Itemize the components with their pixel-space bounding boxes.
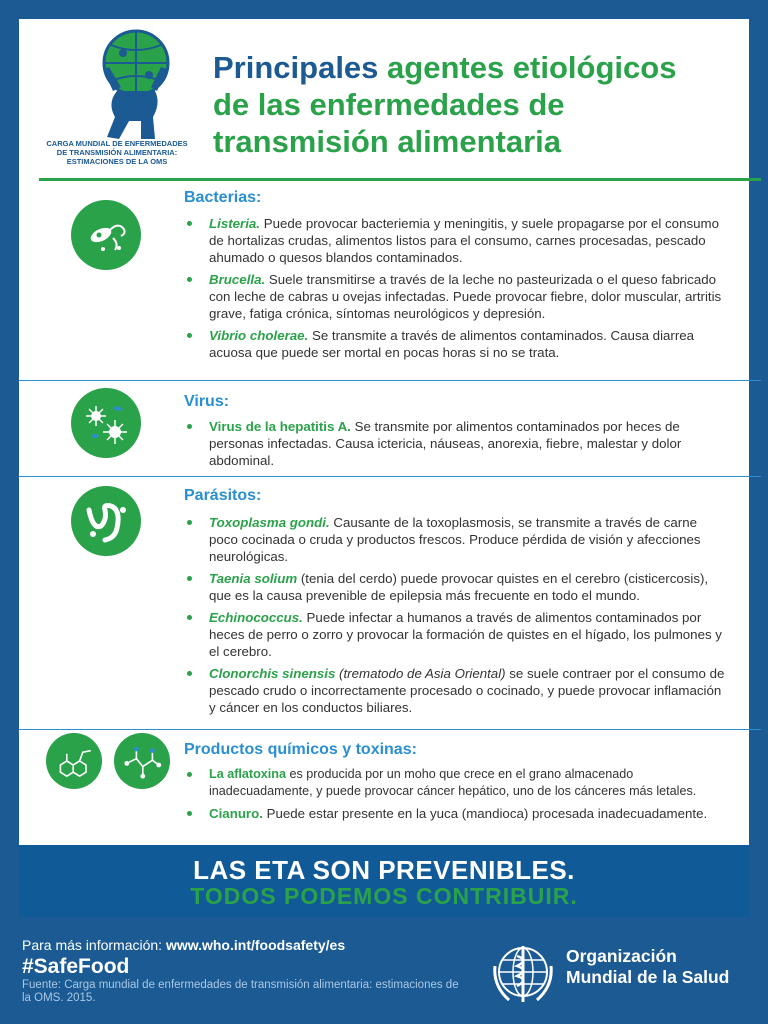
agent-note: (trematodo de Asia Oriental) [335,666,506,681]
agent-name: Echinococcus. [209,610,303,625]
banner-line-2: TODOS PODEMOS CONTRIBUIR. [190,883,578,909]
title-part-agentes: agentes etiológicos [378,50,677,85]
list-item [184,271,729,322]
list-item [184,418,729,469]
section-title-virus: Virus: [184,393,230,410]
logo-caption-line: CARGA MUNDIAL DE ENFERMEDADES [46,139,188,148]
agent-name: La aflatoxina [209,767,286,781]
agent-name: Virus de la hepatitis A. [209,419,351,434]
agent-description: Puede provocar bacteriemia y meningitis, y suele propagarse por el consumo de hortalizas crudas, alimentos listos para el consumo, carnes procesadas, pescado ahumado o quesos blandos contaminados. [209,216,719,265]
title-line-2: de las enfermedades de [213,87,565,122]
list-item [184,570,729,604]
chemical-structure-icon [114,733,170,789]
virus-list [184,418,729,474]
header-divider [39,178,761,181]
agent-description: Puede estar presente en la yuca (mandioca) procesada inadecuadamente. [262,806,708,821]
section-divider [19,729,761,730]
agent-name: Clonorchis sinensis [209,666,336,681]
hashtag: #SafeFood [22,955,130,978]
list-item [184,327,729,361]
bacteria-icon [71,200,141,270]
org-name-line-1: Organización [566,946,677,966]
header [19,19,749,179]
source-note: Fuente: Carga mundial de enfermedades de transmisión alimentaria: estimaciones de la OMS. 2015. [22,979,459,1004]
agent-description: Se transmite por alimentos contaminados por heces de personas infectadas. Causa ictericia, náuseas, anorexia, fiebre, malestar y dolor abdominal. [209,419,682,468]
section-divider [19,476,761,477]
agent-description: se suele contraer por el consumo de pescado crudo o incorrectamente procesado o cocinado, y puede provocar inflamación y cáncer en los conductos biliares. [209,666,725,715]
agent-name: Cianuro. [209,806,263,821]
logo-caption-line: DE TRANSMISIÓN ALIMENTARIA: [56,148,178,157]
title-part-principales: Principales [213,50,379,85]
quimicos-list [184,766,729,827]
list-item [184,609,729,660]
agent-description: es producida por un moho que crece en el grano almacenado inadecuadamente, y puede provocar cáncer hepático, uno de los cánceres más letales. [209,767,697,798]
section-title-quimicos: Productos químicos y toxinas: [184,741,417,758]
poster-card [19,19,749,845]
who-emblem-icon [487,938,559,1010]
logo-caption [27,139,207,166]
agent-name: Taenia solium [209,571,298,586]
virus-icon [71,388,141,458]
agent-name: Listeria. [209,216,260,231]
agent-description: Puede infectar a humanos a través de alimentos contaminados por heces de perro o zorro y provocar la formación de quistes en el hígado, los pulmones y el cerebro. [209,610,722,659]
section-divider [19,380,761,381]
bacterias-list [184,215,729,366]
list-item [184,805,729,822]
agent-description: Suele transmitirse a través de la leche no pasteurizada o el queso fabricado con leche de cabras u ovejas infectadas. Puede provocar fiebre, dolor muscular, artritis grave, fatiga crónica, síntomas neurológicos y depresión. [209,272,722,321]
list-item [184,665,729,716]
who-organization-name [566,946,729,988]
agent-description: Causante de la toxoplasmosis, se transmite a través de carne poco cocinada o cruda y productos frescos. Produce pérdida de visión y afecciones neurológicas. [209,515,701,564]
section-title-bacterias: Bacterias: [184,189,262,206]
banner-line-1: LAS ETA SON PREVENIBLES. [193,855,575,885]
list-item [184,514,729,565]
logo-caption-line: ESTIMACIONES DE LA OMS [66,157,168,166]
section-title-parasitos: Parásitos: [184,487,262,504]
parasite-icon [71,486,141,556]
title-line-3: transmisión alimentaria [213,124,562,159]
agent-name: Vibrio cholerae. [209,328,309,343]
molecule-icon [46,733,102,789]
agent-description: Se transmite a través de alimentos contaminados. Causa diarrea acuosa que puede ser mortal en pocas horas si no se trata. [209,328,695,360]
list-item [184,766,729,800]
more-info-label: Para más información: [22,937,166,953]
slogan-banner [19,845,749,917]
list-item [184,215,729,266]
more-info-link[interactable]: www.who.int/foodsafety/es [165,937,346,953]
agent-name: Brucella. [209,272,266,287]
org-name-line-2: Mundial de la Salud [566,967,730,987]
page-title [213,49,743,160]
more-info [22,937,345,953]
agent-name: Toxoplasma gondi. [209,515,330,530]
parasitos-list [184,514,729,721]
agent-description: (tenia del cerdo) puede provocar quistes en el cerebro (cisticercosis), que es la causa prevenible de epilepsia más frecuente en todo el mundo. [209,571,709,603]
